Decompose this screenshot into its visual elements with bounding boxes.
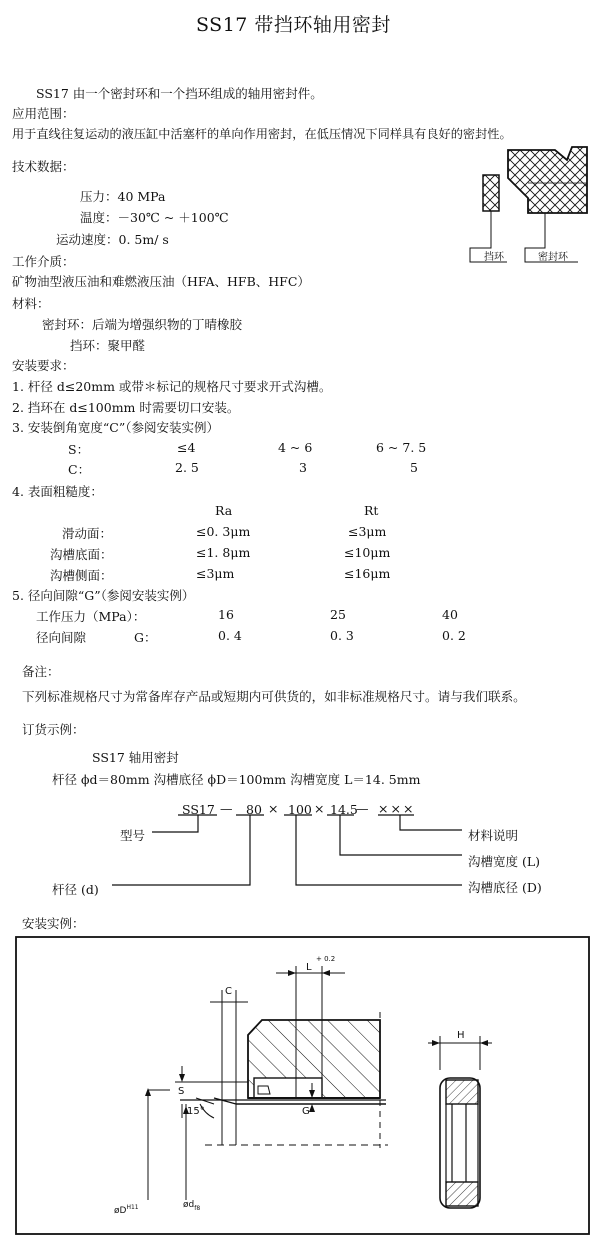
order-label-model: 型号	[120, 828, 146, 843]
order-label-rod: 杆径 (d)	[52, 882, 99, 897]
install-req2: 2. 挡环在 d≤100mm 时需要切口安装。	[12, 400, 240, 415]
clearance-pressure-label: 工作压力（MPa）：	[36, 609, 146, 624]
chamfer-s-value: ≤4	[177, 440, 196, 455]
order-code-material: ×××	[378, 801, 416, 816]
application-heading: 应用范围：	[12, 106, 75, 121]
installation-drawing	[16, 937, 589, 1234]
roughness-ra: ≤3μm	[196, 566, 235, 581]
dim-label-bore: $øD^{H11}$	[114, 1204, 139, 1216]
materials-seal: 密封环：后端为增强织物的丁晴橡胶	[42, 317, 243, 332]
order-code-L: 14.5	[330, 802, 358, 817]
chamfer-c-value: 5	[410, 460, 418, 475]
clearance-gap: 0. 2	[442, 628, 466, 643]
order-product: SS17 轴用密封	[92, 750, 179, 765]
application-text: 用于直线往复运动的液压缸中活塞杆的单向作用密封，在低压情况下同样具有良好的密封性。	[12, 127, 512, 141]
dim-label-l: L	[306, 962, 312, 973]
order-code-dash: —	[356, 801, 369, 816]
roughness-row-label: 滑动面：	[62, 526, 113, 541]
order-label-material: 材料说明	[468, 828, 519, 843]
roughness-rt: ≤10μm	[344, 545, 391, 560]
install-req1: 1. 杆径 d≤20mm 或带＊标记的规格尺寸要求开式沟槽。	[12, 379, 332, 394]
roughness-ra: ≤1. 8μm	[196, 545, 251, 560]
page-title: SS17 带挡环轴用密封	[196, 14, 391, 36]
clearance-gap-symbol: G：	[134, 630, 157, 645]
order-label-width: 沟槽宽度 (L)	[468, 854, 541, 869]
tech-temperature: 温度：－30℃ ~ ＋100℃	[80, 210, 229, 225]
roughness-rt: ≤3μm	[348, 524, 387, 539]
dim-label-s: S	[178, 1086, 185, 1097]
dim-label-l-tolerance: + 0.2	[316, 955, 336, 963]
order-code-times: ×	[268, 801, 279, 816]
order-code-dash: —	[220, 801, 233, 816]
clearance-gap: 0. 4	[218, 628, 242, 643]
tech-pressure: 压力：40 MPa	[80, 189, 166, 204]
dim-label-c: C	[225, 986, 232, 997]
order-heading: 订货示例：	[22, 722, 85, 737]
order-params: 杆径 ϕd＝80mm 沟槽底径 ϕD＝100mm 沟槽宽度 L＝14. 5mm	[52, 772, 421, 787]
materials-heading: 材料：	[12, 296, 50, 311]
roughness-col-rt: Rt	[364, 503, 379, 518]
figure-label-seal: 密封环	[538, 252, 568, 263]
chamfer-s-label: S：	[68, 442, 90, 457]
seal-profile-figure	[470, 147, 587, 262]
media-heading: 工作介质：	[12, 254, 75, 269]
chamfer-s-value: 4 ~ 6	[278, 440, 313, 455]
roughness-rt: ≤16μm	[344, 566, 391, 581]
media-text: 矿物油型液压油和难燃液压油（HFA、HFB、HFC）	[12, 274, 310, 289]
chamfer-c-value: 2. 5	[175, 460, 199, 475]
clearance-pressure: 40	[442, 607, 458, 622]
intro-text: SS17 由一个密封环和一个挡环组成的轴用密封件。	[36, 86, 323, 101]
dim-label-angle: 15°	[187, 1106, 205, 1117]
clearance-pressure: 25	[330, 607, 346, 622]
install-heading: 安装要求：	[12, 358, 75, 373]
chamfer-c-value: 3	[299, 460, 307, 475]
clearance-gap: 0. 3	[330, 628, 354, 643]
roughness-row-label: 沟槽底面：	[50, 547, 113, 562]
roughness-ra: ≤0. 3μm	[196, 524, 251, 539]
notes-text: 下列标准规格尺寸为常备库存产品或短期内可供货的，如非标准规格尺寸。请与我们联系。	[22, 689, 526, 704]
dim-label-rod: $ød_{f8}$	[183, 1200, 201, 1212]
order-code-prefix: SS17	[182, 802, 215, 817]
install-req4: 4. 表面粗糙度：	[12, 484, 103, 499]
roughness-col-ra: Ra	[215, 503, 233, 518]
dim-label-h: H	[457, 1030, 465, 1041]
chamfer-c-label: C：	[68, 462, 91, 477]
install-req5: 5. 径向间隙“G”（参阅安装实例）	[12, 588, 195, 603]
roughness-row-label: 沟槽侧面：	[50, 568, 113, 583]
figure-label-backup: 挡环	[484, 252, 504, 263]
order-code-D: 100	[288, 802, 312, 817]
order-leaders	[112, 815, 462, 885]
order-code-times: ×	[314, 801, 325, 816]
tech-speed: 运动速度：0. 5m/ s	[56, 232, 169, 247]
install-req3: 3. 安装倒角宽度“C”（参阅安装实例）	[12, 420, 219, 435]
clearance-pressure: 16	[218, 607, 234, 622]
chamfer-s-value: 6 ~ 7. 5	[376, 440, 427, 455]
notes-heading: 备注：	[22, 664, 60, 679]
order-code-d: 80	[246, 802, 262, 817]
order-label-bore: 沟槽底径 (D)	[468, 880, 542, 895]
dim-label-g: G	[302, 1106, 310, 1117]
example-heading: 安装实例：	[22, 916, 85, 931]
clearance-gap-label: 径向间隙	[36, 630, 87, 645]
materials-backup: 挡环：聚甲醛	[70, 338, 146, 353]
tech-heading: 技术数据：	[12, 159, 75, 174]
